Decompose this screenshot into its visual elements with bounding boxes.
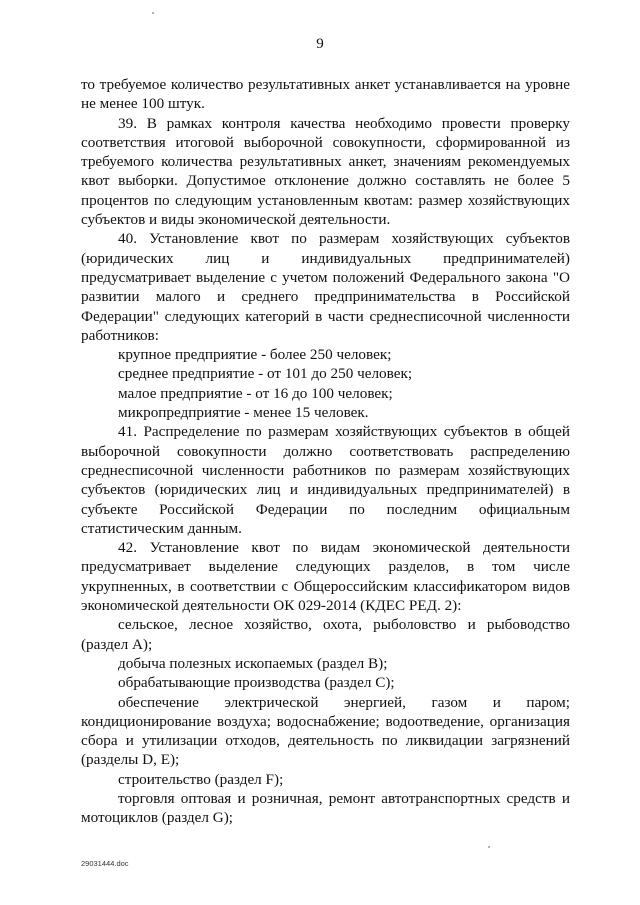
list-item-section-g: торговля оптовая и розничная, ремонт автотранспортных средств и мотоциклов (раздел G); xyxy=(81,789,570,827)
paragraph-continuation: то требуемое количество результативных анкет устанавливается на уровне не менее 100 штук. xyxy=(81,76,570,113)
paragraph-item-42: 42. Установление квот по видам экономической деятельности предусматривает выделение следующих разделов, в том числе укрупненных, в соответствии с Общероссийским классификатором видов экономической деятельности ОК 029-2014 (КДЕС РЕД. 2): xyxy=(81,539,570,615)
list-item-section-a: сельское, лесное хозяйство, охота, рыболовство и рыбоводство (раздел A); xyxy=(81,616,570,653)
list-item-small-enterprise: малое предприятие - от 16 до 100 человек; xyxy=(118,384,393,402)
list-item-section-c: обрабатывающие производства (раздел C); xyxy=(118,674,395,692)
document-filename: 29031444.doc xyxy=(81,859,129,868)
list-item-medium-enterprise: среднее предприятие - от 101 до 250 человек; xyxy=(118,365,413,383)
page-number: 9 xyxy=(316,36,324,52)
paragraph-item-41: 41. Распределение по размерам хозяйствующих субъектов в общей выборочной совокупности должно соответствовать распределению среднесписочной численности работников по размерам хозяйствующих субъектов (юридических лиц и индивидуальных предпринимателей) в субъекте Российской Федерации по последним официальным статистическим данным. xyxy=(81,423,570,537)
scan-speck xyxy=(488,846,490,848)
paragraph-item-39: 39. В рамках контроля качества необходимо провести проверку соответствия итоговой выборочной совокупности, сформированной из требуемого количества результативных анкет, значениям рекомендуемых квот выборки. Допустимое отклонение должно составлять не более 5 процентов по следующим установленным квотам: размер хозяйствующих субъектов и виды экономической деятельности. xyxy=(81,114,570,229)
scan-speck xyxy=(152,12,154,14)
list-item-section-f: строительство (раздел F); xyxy=(118,770,284,788)
list-item-micro-enterprise: микропредприятие - менее 15 человек. xyxy=(118,404,369,422)
list-item-sections-d-e: обеспечение электрической энергией, газом и паром; кондиционирование воздуха; водоснабжение; водоотведение, организация сбора и утилизации отходов, деятельность по ликвидации загрязнений (разделы D, E); xyxy=(81,693,570,769)
document-body xyxy=(81,75,570,828)
list-item-large-enterprise: крупное предприятие - более 250 человек; xyxy=(118,346,392,364)
paragraph-item-40: 40. Установление квот по размерам хозяйствующих субъектов (юридических лиц и индивидуальных предпринимателей) предусматривает выделение с учетом положений Федерального закона "О развитии малого и среднего предпринимательства в Российской Федерации" следующих категорий в части среднесписочной численности работников: xyxy=(81,230,570,344)
list-item-section-b: добыча полезных ископаемых (раздел B); xyxy=(118,654,388,672)
